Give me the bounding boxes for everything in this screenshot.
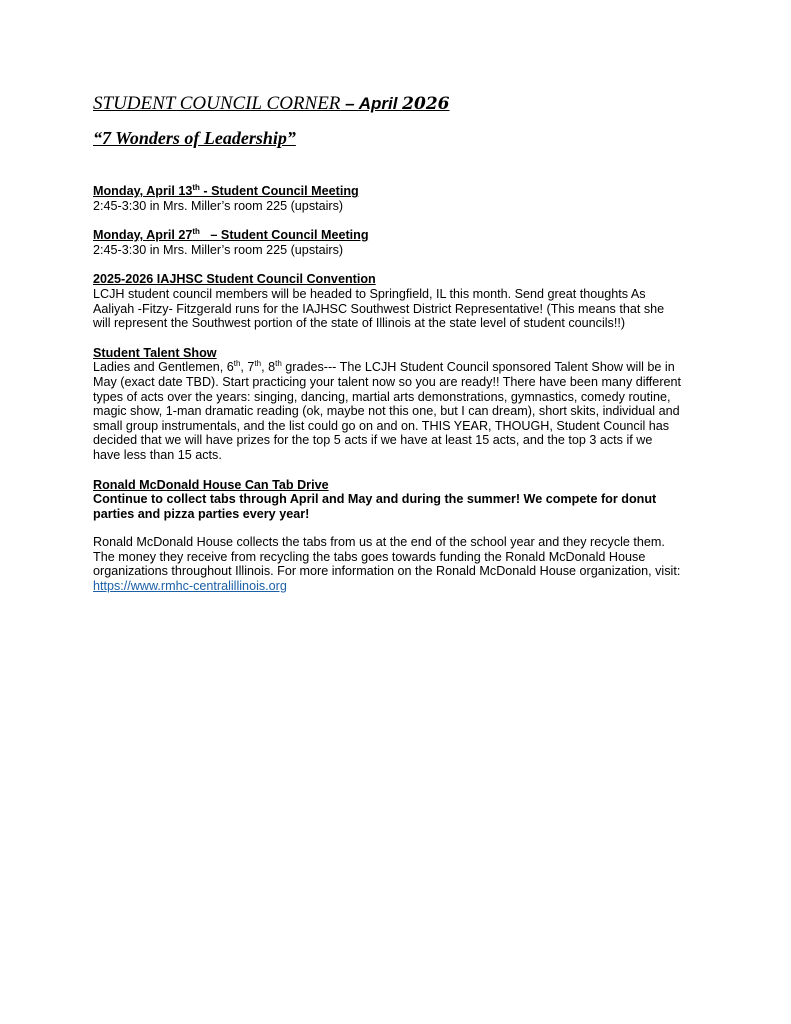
meeting-day: Monday, April 13 [93,184,193,198]
paragraph-line [93,360,733,375]
paragraph-line: types of acts over the years: singing, dancing, martial arts demonstrations, gymnastics, comedy routine, [93,389,671,404]
text: , 7 [240,360,255,375]
tab-drive-section [93,478,733,594]
paragraph-line: May (exact date TBD). Start practicing your talent now so you are ready!! There have been many different [93,374,682,389]
rmhc-link[interactable]: https://www.rmhc-centralillinois.org [93,579,287,594]
meeting-day: Monday, April 27 [93,228,193,243]
paragraph-line: organizations throughout Illinois. For more information on the Ronald McDonald House organization, visit: [93,564,681,579]
text: grades--- The LCJH Student Council sponsored Talent Show will be in [281,360,675,375]
meeting-1 [93,184,733,213]
newsletter-page [93,92,733,594]
ordinal-suffix: th [275,359,282,369]
meeting-heading [93,228,733,243]
meeting-2 [93,228,733,257]
meeting-title: - Student Council Meeting [199,184,359,198]
paragraph-line: The money they receive from recycling the tabs goes towards funding the Ronald McDonald House [93,549,646,564]
ordinal-suffix: th [233,359,241,369]
section-heading: Student Talent Show [93,345,217,360]
ordinal-suffix: th [192,182,200,192]
paragraph-line: will represent the Southwest portion of the state of Illinois at the state level of student councils!!) [93,316,626,331]
meeting-detail: 2:45-3:30 in Mrs. Miller’s room 225 (upstairs) [93,242,344,257]
ordinal-suffix: th [254,359,262,369]
ordinal-suffix: th [192,227,200,236]
talent-section [93,346,733,463]
title-year: 2026 [402,94,450,114]
paragraph-line: decided that we will have prizes for the top 5 acts if we have at least 15 acts, and the top 3 acts if we [93,433,653,448]
paragraph-line: Ronald McDonald House collects the tabs from us at the end of the school year and they recycle them. [93,535,665,550]
section-heading: Ronald McDonald House Can Tab Drive [93,477,329,492]
paragraph-line: have less than 15 acts. [93,447,222,462]
page-title [93,92,733,116]
bold-line: parties and pizza parties every year! [93,506,310,521]
subtitle: “7 Wonders of Leadership” [93,128,296,148]
title-month: April [358,94,403,113]
meeting-detail: 2:45-3:30 in Mrs. Miller’s room 225 (upstairs) [93,198,344,213]
text: Ladies and Gentlemen, 6 [93,360,234,375]
text: , 8 [261,360,276,375]
convention-section [93,272,733,330]
title-dash: – [340,94,359,113]
paragraph-line: Aaliyah -Fitzy- Fitzgerald runs for the IAJHSC Southwest District Representative! (This means that she [93,301,665,316]
title-main: STUDENT COUNCIL CORNER [93,93,341,114]
section-heading: 2025-2026 IAJHSC Student Council Convention [93,272,376,287]
paragraph-line: magic show, 1-man dramatic reading (ok, maybe not this one, but I can dream), short skits, individual and [93,404,680,419]
bold-line: Continue to collect tabs through April and May and during the summer! We compete for donut [93,492,657,507]
paragraph-line: small group instrumentals, and the list could go on and on. THIS YEAR, THOUGH, Student Council has [93,418,670,433]
meeting-heading [93,184,733,199]
paragraph-line: LCJH student council members will be headed to Springfield, IL this month. Send great thoughts As [93,286,646,301]
meeting-title: – Student Council Meeting [199,228,369,243]
